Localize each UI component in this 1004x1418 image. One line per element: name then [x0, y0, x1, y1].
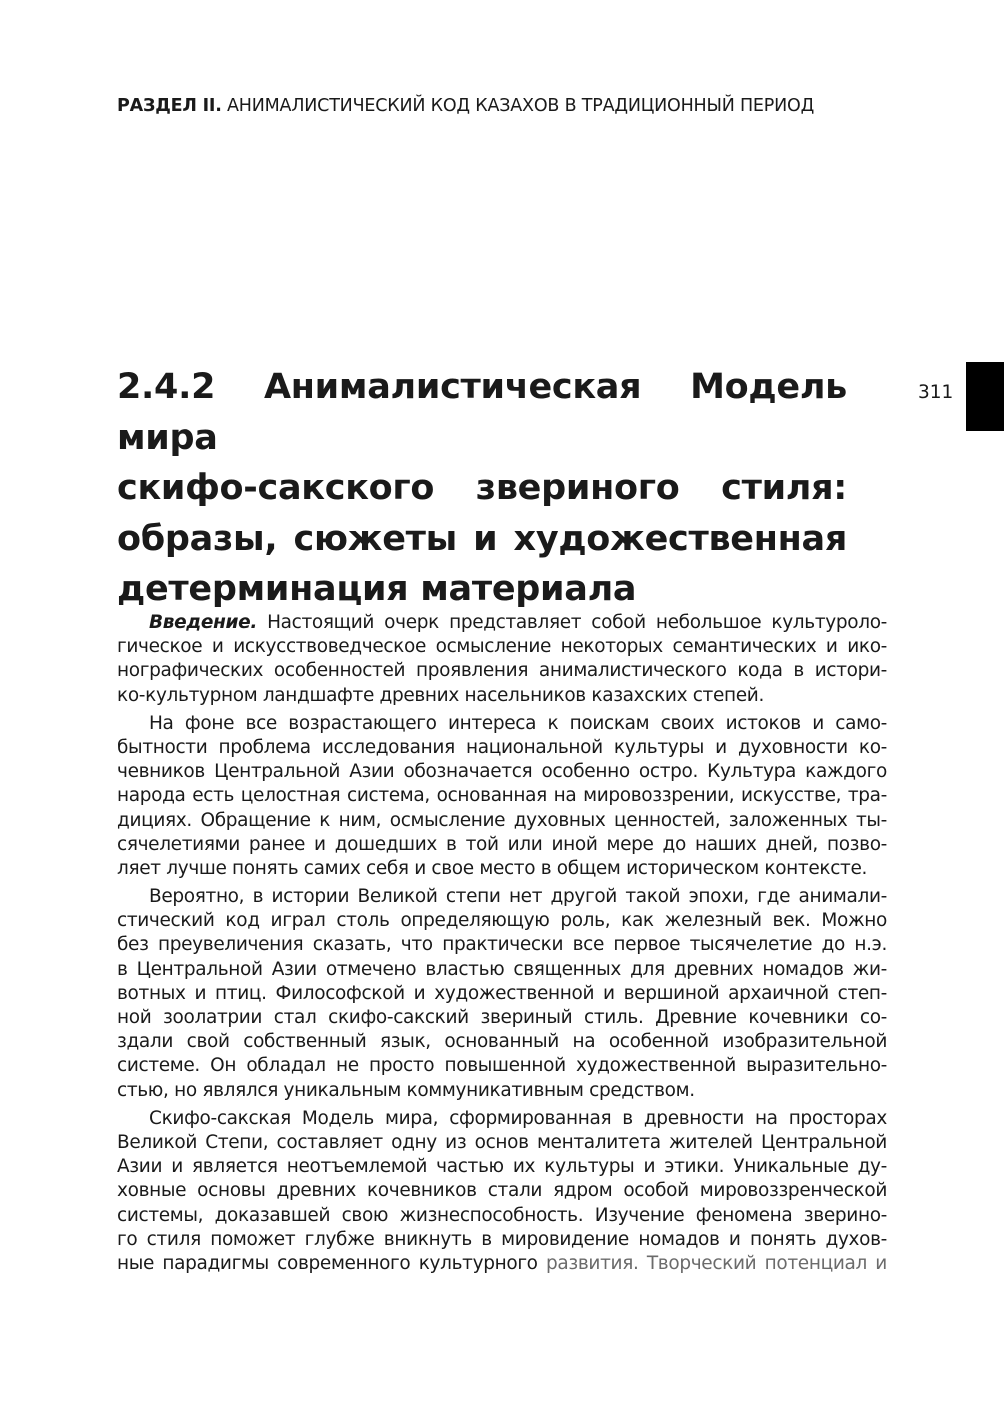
text-line: На фоне все возрастающего интереса к поискам своих истоков и само- — [149, 712, 887, 734]
paragraph — [117, 1107, 887, 1276]
section-title: АНИМАЛИСТИЧЕСКИЙ КОД КАЗАХОВ В ТРАДИЦИОННЫЙ ПЕРИОД — [227, 96, 815, 116]
paragraph-intro — [117, 611, 887, 708]
chapter-title-line: образы, сюжеты и художественная — [117, 518, 847, 559]
text-line: вотных и птиц. Философской и художественной и вершиной архаичной степ- — [117, 982, 887, 1004]
body-text — [117, 611, 887, 1280]
text-line: Вероятно, в истории Великой степи нет другой такой эпохи, где анимали- — [149, 886, 887, 908]
text-line: дициях. Обращение к ним, осмысление духовных ценностей, заложенных ты- — [117, 809, 887, 831]
text-line: без преувеличения сказать, что практически все первое тысячелетие до н.э. — [117, 934, 887, 956]
text-line: системе. Он обладал не просто повышенной художественной выразительно- — [117, 1055, 887, 1077]
text-line: ко-культурном ландшафте древних насельников казахских степей. — [117, 684, 764, 706]
text-line: Скифо-сакская Модель мира, сформированная в древности на просторах — [149, 1107, 887, 1129]
intro-lead: Введение. — [149, 612, 258, 633]
text-line: сячелетиями ранее и дошедших в той или иной мере до наших дней, позво- — [117, 833, 887, 855]
text-line: ляет лучше понять самих себя и свое место в общем историческом контексте. — [117, 857, 868, 879]
section-label: РАЗДЕЛ II. — [117, 96, 222, 116]
text-line: го стиля поможет глубже вникнуть в мировидение номадов и понять духов- — [117, 1228, 887, 1250]
text-line: ной зоолатрии стал скифо-сакский звериный стиль. Древние кочевники со- — [117, 1007, 887, 1028]
page-number: 311 — [918, 382, 954, 403]
text-line: Азии и является неотъемлемой частью их культуры и этики. Уникальные ду- — [117, 1156, 887, 1178]
text-line: гическое и искусствоведческое осмысление некоторых семантических и ико- — [117, 636, 887, 658]
text-line: здали свой собственный язык, основанный на особенной изобразительной — [117, 1031, 887, 1053]
chapter-title-line: 2.4.2 Анималистическая Модель мира — [117, 367, 847, 458]
text-line: в Центральной Азии отмечено властью священных для древних номадов жи- — [117, 958, 887, 980]
text-line: системы, доказавшей свою жизнеспособность. Изучение феномена зверино- — [117, 1204, 887, 1226]
text-line: стью, но являлся уникальным коммуникативным средством. — [117, 1079, 695, 1101]
paragraph — [117, 885, 887, 1103]
text-line: ховные основы древних кочевников стали ядром особой мировоззренческой — [117, 1180, 887, 1202]
text-line: нографических особенностей проявления анималистического кода в истори- — [117, 660, 887, 682]
text-line: чевников Центральной Азии обозначается особенно остро. Культура каждого — [117, 761, 887, 783]
running-header — [117, 96, 897, 116]
text-line: стический код играл столь определяющую роль, как железный век. Можно — [117, 910, 887, 932]
paragraph — [117, 712, 887, 881]
chapter-title — [117, 362, 847, 615]
text-line: ные парадигмы современного культурного развития. Творческий потенциал и — [117, 1252, 887, 1274]
faded-text: развития. Творческий потенциал и — [546, 1252, 887, 1274]
text-line: народа есть целостная система, основанная на мировоззрении, искусстве, тра- — [117, 785, 887, 807]
chapter-title-line: скифо-сакского звериного стиля: — [117, 468, 847, 508]
thumb-index-tab — [966, 362, 1004, 431]
chapter-title-line: детерминация материала — [117, 569, 637, 609]
text-line: Великой Степи, составляет одну из основ менталитета жителей Центральной — [117, 1131, 887, 1153]
text-line: Введение. Настоящий очерк представляет собой небольшое культуроло- — [149, 612, 887, 633]
text-line: бытности проблема исследования национальной культуры и духовности ко- — [117, 736, 887, 758]
